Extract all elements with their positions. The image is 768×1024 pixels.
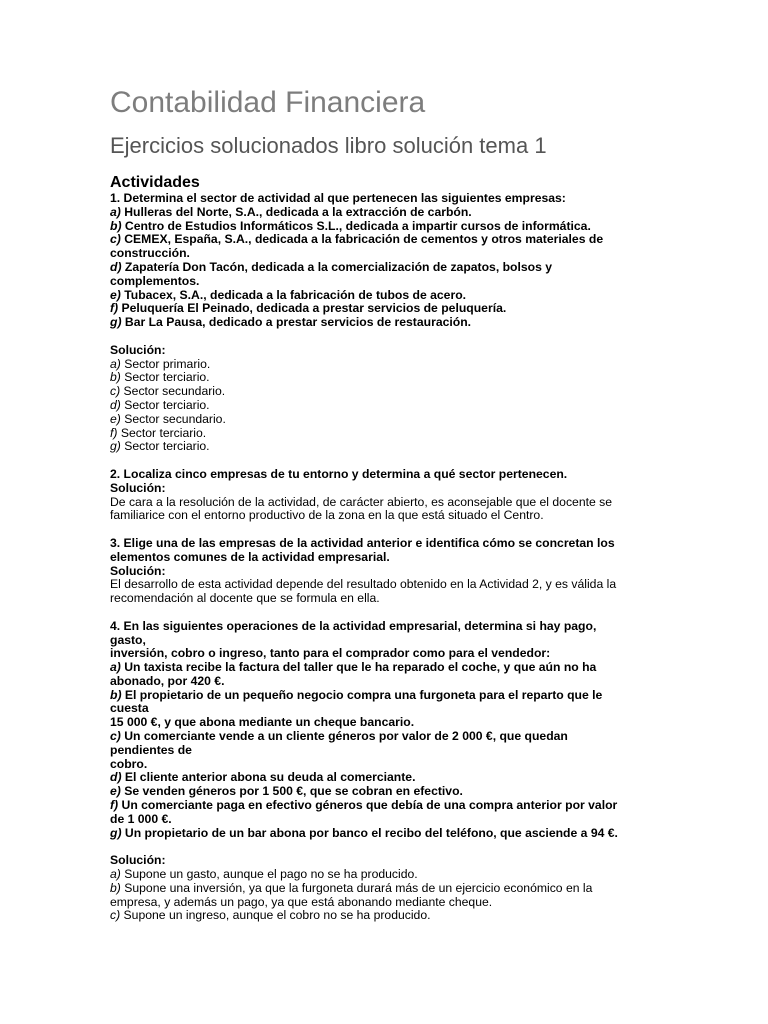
list-item: b) Supone una inversión, ya que la furgoneta durará más de un ejercicio económico en la (110, 880, 593, 895)
solution-line: familiarice con el entorno productivo de la zona en la que está situado el Centro. (110, 508, 544, 523)
spacer (110, 606, 650, 620)
list-item: a) Un taxista recibe la factura del taller que le ha reparado el coche, y que aún no ha (110, 660, 597, 675)
list-item: pendientes de (110, 742, 192, 757)
list-item: c) Sector secundario. (110, 384, 226, 399)
spacer (110, 523, 650, 537)
list-item: d) Sector terciario. (110, 397, 210, 412)
solution-label: Solución: (110, 563, 166, 578)
exercise-4-question: 4. En las siguientes operaciones de la actividad empresarial, determina si hay pago, (110, 618, 597, 633)
document-page (110, 84, 650, 923)
solution-line: recomendación al docente que se formula en ella. (110, 591, 380, 606)
exercise-1 (110, 192, 650, 454)
section-heading: Actividades (110, 174, 200, 191)
exercise-3 (110, 537, 650, 606)
list-item: e) Tubacex, S.A., dedicada a la fabricación de tubos de acero. (110, 287, 467, 302)
list-item: a) Supone un gasto, aunque el pago no se ha producido. (110, 867, 418, 882)
list-item: construcción. (110, 246, 190, 261)
list-item: cuesta (110, 701, 149, 716)
list-item: f) Sector terciario. (110, 425, 207, 440)
exercise-1-question: 1. Determina el sector de actividad al que pertenecen las siguientes empresas: (110, 191, 566, 205)
list-item: e) Se venden géneros por 1 500 €, que se cobran en efectivo. (110, 784, 463, 799)
solution-line: El desarrollo de esta actividad depende del resultado obtenido en la Actividad 2, y es válida la (110, 577, 617, 592)
list-item: g) Un propietario de un bar abona por banco el recibo del teléfono, que asciende a 94 €. (110, 825, 618, 840)
spacer (110, 454, 650, 468)
list-item: c) Un comerciante vende a un cliente géneros por valor de 2 000 €, que quedan (110, 729, 568, 744)
exercise-4-question: gasto, (110, 632, 146, 647)
exercise-3-question: elementos comunes de la actividad empresarial. (110, 549, 390, 564)
list-item: abonado, por 420 €. (110, 673, 225, 688)
list-item: empresa, y además un pago, ya que está abonando mediante cheque. (110, 894, 493, 909)
spacer (110, 840, 650, 854)
list-item: b) Sector terciario. (110, 370, 210, 385)
list-item: de 1 000 €. (110, 811, 172, 826)
list-item: a) Sector primario. (110, 356, 211, 371)
exercise-4-question: inversión, cobro o ingreso, tanto para el comprador como para el vendedor: (110, 646, 551, 661)
list-item: a) Hulleras del Norte, S.A., dedicada a la extracción de carbón. (110, 204, 472, 219)
exercise-3-question: 3. Elige una de las empresas de la actividad anterior e identifica cómo se concretan los (110, 535, 615, 550)
exercise-4-solution (110, 868, 650, 923)
document-title: Contabilidad Financiera (110, 86, 426, 119)
list-item: d) El cliente anterior abona su deuda al comerciante. (110, 770, 416, 785)
list-item: g) Bar La Pausa, dedicado a prestar servicios de restauración. (110, 315, 472, 330)
exercise-4-items (110, 661, 650, 840)
solution-label: Solución: (110, 480, 166, 495)
exercise-4 (110, 620, 650, 924)
list-item: cobro. (110, 756, 148, 771)
list-item: b) El propietario de un pequeño negocio compra una furgoneta para el reparto que le (110, 687, 603, 702)
list-item: f) Un comerciante paga en efectivo géneros que debía de una compra anterior por valor (110, 798, 618, 813)
list-item: complementos. (110, 273, 200, 288)
list-item: c) CEMEX, España, S.A., dedicada a la fabricación de cementos y otros materiales de (110, 232, 604, 247)
document-subtitle: Ejercicios solucionados libro solución tema 1 (110, 133, 547, 158)
exercise-1-solution (110, 358, 650, 455)
exercise-1-items (110, 206, 650, 330)
exercise-2 (110, 468, 650, 523)
list-item: 15 000 €, y que abona mediante un cheque bancario. (110, 715, 415, 730)
solution-label: Solución: (110, 342, 166, 357)
list-item: b) Centro de Estudios Informáticos S.L., dedicada a impartir cursos de informática. (110, 218, 591, 233)
list-item: f) Peluquería El Peinado, dedicada a prestar servicios de peluquería. (110, 301, 507, 316)
list-item: e) Sector secundario. (110, 411, 226, 426)
list-item: d) Zapatería Don Tacón, dedicada a la comercialización de zapatos, bolsos y (110, 259, 553, 274)
list-item: g) Sector terciario. (110, 439, 210, 454)
solution-label: Solución: (110, 853, 166, 868)
list-item: c) Supone un ingreso, aunque el cobro no se ha producido. (110, 908, 431, 923)
spacer (110, 330, 650, 344)
solution-line: De cara a la resolución de la actividad, de carácter abierto, es aconsejable que el docente se (110, 494, 613, 509)
exercise-2-question: 2. Localiza cinco empresas de tu entorno y determina a qué sector pertenecen. (110, 466, 568, 481)
